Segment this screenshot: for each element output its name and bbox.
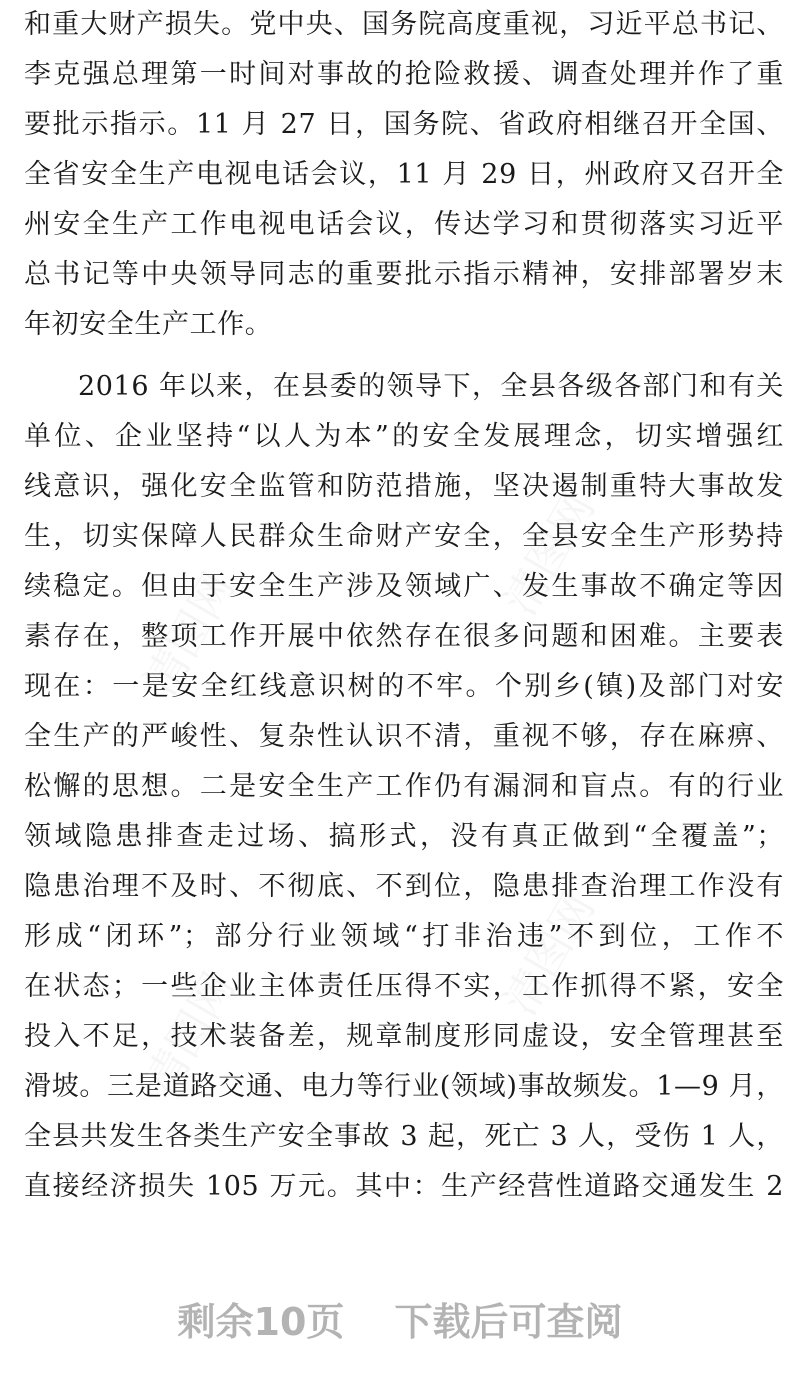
- text-line: 隐患治理不及时、不彻底、不到位，隐患排查治理工作没有: [24, 871, 784, 902]
- text-line: 直接经济损失 105 万元。其中：生产经营性道路交通发生 2: [24, 1171, 784, 1202]
- text-line: 在状态；一些企业主体责任压得不实，工作抓得不紧，安全: [24, 971, 784, 1002]
- watermark: 清图网: [494, 484, 605, 625]
- text-line: 单位、企业坚持“以人为本”的安全发展理念，切实增强红: [24, 421, 784, 452]
- text-line: 续稳定。但由于安全生产涉及领域广、发生事故不确定等因: [24, 571, 784, 602]
- text-line: 州安全生产工作电视电话会议，传达学习和贯彻落实习近平: [24, 209, 784, 240]
- text-line: 形成“闭环”；部分行业领域“打非治违”不到位，工作不: [24, 921, 784, 952]
- download-to-read-label: 下载后可查阅: [394, 1300, 623, 1344]
- text-line: 投入不足，技术装备差，规章制度形同虚设，安全管理甚至: [24, 1021, 784, 1052]
- text-line: 领域隐患排查走过场、搞形式，没有真正做到“全覆盖”；: [24, 821, 784, 852]
- text-line: 松懈的思想。二是安全生产工作仍有漏洞和盲点。有的行业: [24, 771, 784, 802]
- text-line: 和重大财产损失。党中央、国务院高度重视，习近平总书记、: [24, 9, 784, 40]
- text-line: 全县共发生各类生产安全事故 3 起，死亡 3 人，受伤 1 人，: [24, 1121, 784, 1152]
- paragraph: [24, 0, 784, 350]
- text-line: 2016 年以来，在县委的领导下，全县各级各部门和有关: [78, 371, 784, 402]
- watermark: 清图网: [134, 564, 245, 705]
- text-line: 生，切实保障人民群众生命财产安全，全县安全生产形势持: [24, 521, 784, 552]
- watermark: 清图网: [494, 884, 605, 1025]
- text-line: 全生产的严峻性、复杂性认识不清，重视不够，存在麻痹、: [24, 721, 784, 752]
- text-line: 李克强总理第一时间对事故的抢险救援、调查处理并作了重: [24, 59, 784, 90]
- text-line: 要批示指示。11 月 27 日，国务院、省政府相继召开全国、: [24, 109, 784, 140]
- paragraph: [24, 362, 784, 1212]
- text-line: 全省安全生产电视电话会议，11 月 29 日，州政府又召开全: [24, 159, 784, 190]
- text-line: 现在：一是安全红线意识树的不牢。个别乡(镇)及部门对安: [24, 671, 784, 702]
- text-line: 滑坡。三是道路交通、电力等行业(领域)事故频发。1—9 月，: [24, 1071, 784, 1102]
- text-line: 素存在，整项工作开展中依然存在很多问题和困难。主要表: [24, 621, 784, 652]
- text-line: 年初安全生产工作。: [24, 309, 273, 340]
- download-prompt-banner[interactable]: [0, 1292, 800, 1352]
- remaining-pages-label: 剩余10页: [177, 1300, 345, 1344]
- text-line: 总书记等中央领导同志的重要批示指示精神，安排部署岁末: [24, 259, 784, 290]
- text-line: 线意识，强化安全监管和防范措施，坚决遏制重特大事故发: [24, 471, 784, 502]
- watermark: 清图网: [134, 964, 245, 1105]
- document-body: [24, 0, 784, 1212]
